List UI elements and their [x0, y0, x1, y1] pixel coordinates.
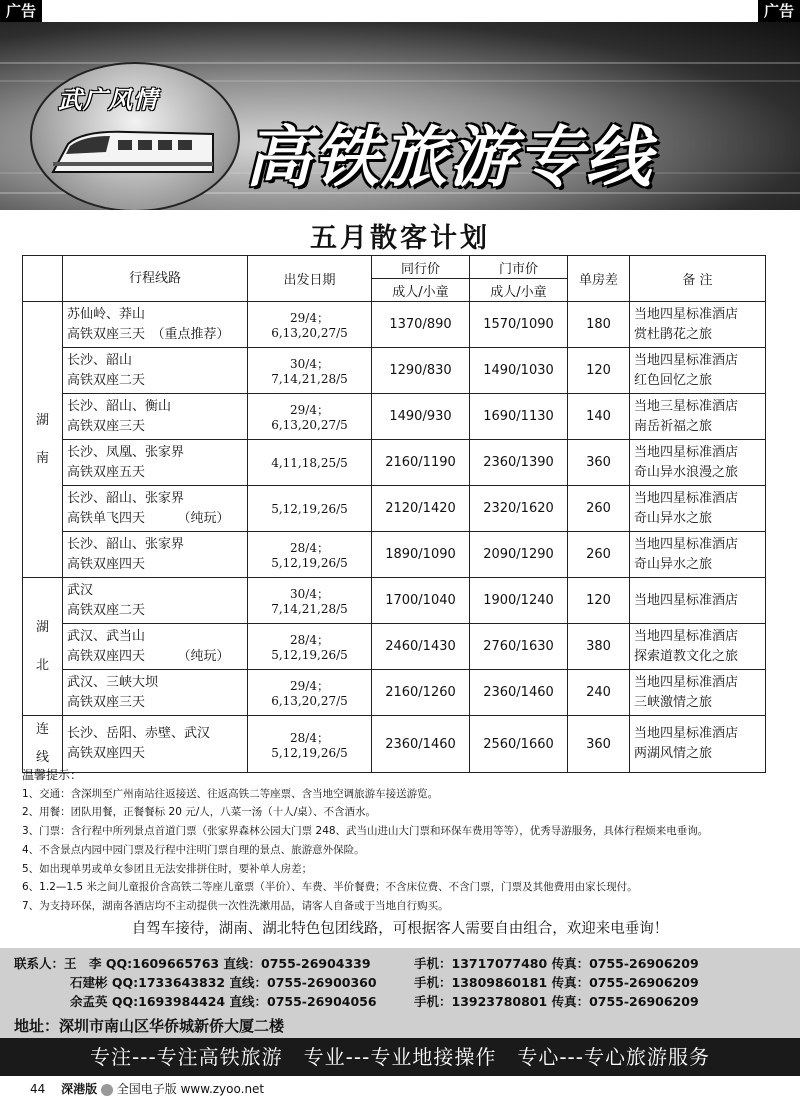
route-cell: 武汉、三峡大坝 高铁双座三天	[63, 670, 248, 716]
date-cell: 29/4；6,13,20,27/5	[248, 670, 372, 716]
date-cell: 29/4；6,13,20,27/5	[248, 302, 372, 348]
tip-item: 6、1.2—1.5 米之间儿童报价含高铁二等座儿童票（半价）、车费、半价餐费；不含床位费、不含门票，门票及其他费用由家长现付。	[22, 881, 638, 894]
date-cell: 28/4；5,12,19,26/5	[248, 532, 372, 578]
date-cell: 5,12,19,26/5	[248, 486, 372, 532]
region-cell: 湖 北	[23, 578, 63, 716]
date-cell: 30/4；7,14,21,28/5	[248, 348, 372, 394]
single-diff-cell: 360	[568, 440, 630, 486]
header-agent-price: 同行价	[372, 256, 470, 279]
note-cell: 当地四星标准酒店 奇山异水之旅	[630, 532, 766, 578]
header-door-sub: 成人/小童	[470, 279, 568, 302]
headline: 高铁旅游专线	[245, 119, 653, 196]
route-cell: 长沙、韶山、张家界 高铁双座四天	[63, 532, 248, 578]
logo-text: 武广风情	[58, 86, 158, 114]
table-row	[23, 716, 766, 773]
header-date: 出发日期	[248, 256, 372, 302]
route-cell: 长沙、韶山、张家界 高铁单飞四天 （纯玩）	[63, 486, 248, 532]
date-cell: 30/4；7,14,21,28/5	[248, 578, 372, 624]
agent-price-cell: 2160/1260	[372, 670, 470, 716]
ad-tag-left: 广告	[0, 0, 42, 22]
single-diff-cell: 120	[568, 348, 630, 394]
agent-price-cell: 2160/1190	[372, 440, 470, 486]
note-cell: 当地四星标准酒店 赏杜鹃花之旅	[630, 302, 766, 348]
table-row	[23, 394, 766, 440]
agent-price-cell: 1370/890	[372, 302, 470, 348]
single-diff-cell: 380	[568, 624, 630, 670]
footer	[30, 1080, 264, 1098]
door-price-cell: 1690/1130	[470, 394, 568, 440]
agent-price-cell: 1700/1040	[372, 578, 470, 624]
tips-title: 温馨提示：	[22, 768, 83, 782]
tip-item: 5、如出现单男或单女参团且无法安排拼住时，要补单人房差；	[22, 862, 313, 875]
tour-table	[22, 255, 766, 773]
agent-price-cell: 1490/930	[372, 394, 470, 440]
slogan-bar: 专注---专注高铁旅游 专业---专业地接操作 专心---专心旅游服务	[0, 1038, 800, 1076]
single-diff-cell: 140	[568, 394, 630, 440]
header-single-diff: 单房差	[568, 256, 630, 302]
route-cell: 武汉 高铁双座二天	[63, 578, 248, 624]
page-number: 44	[30, 1082, 46, 1096]
header-note: 备 注	[630, 256, 766, 302]
route-cell: 长沙、韶山、衡山 高铁双座三天	[63, 394, 248, 440]
table-row	[23, 624, 766, 670]
header-region	[23, 256, 63, 302]
door-price-cell: 2090/1290	[470, 532, 568, 578]
agent-price-cell: 2120/1420	[372, 486, 470, 532]
agent-price-cell: 1890/1090	[372, 532, 470, 578]
train-icon	[48, 122, 218, 182]
agent-price-cell: 2360/1460	[372, 716, 470, 773]
note-cell: 当地四星标准酒店 三峡激情之旅	[630, 670, 766, 716]
header-agent-sub: 成人/小童	[372, 279, 470, 302]
region-cell: 连 线	[23, 716, 63, 773]
header-route: 行程线路	[63, 256, 248, 302]
site-label: 全国电子版 www.zyoo.net	[116, 1082, 265, 1096]
note-cell: 当地三星标准酒店 南岳祈福之旅	[630, 394, 766, 440]
single-diff-cell: 260	[568, 486, 630, 532]
date-cell: 28/4；5,12,19,26/5	[248, 624, 372, 670]
note-cell: 当地四星标准酒店 两湖风情之旅	[630, 716, 766, 773]
single-diff-cell: 180	[568, 302, 630, 348]
tip-item: 1、交通：含深圳至广州南站往返接送、往返高铁二等座票、含当地空调旅游车接送游览。	[22, 787, 439, 800]
promo-line: 自驾车接待，湖南、湖北特色包团线路，可根据客人需要自由组合，欢迎来电垂询！	[131, 921, 669, 937]
contact-label: 联系人：	[14, 956, 65, 971]
note-cell: 当地四星标准酒店	[630, 578, 766, 624]
table-row	[23, 302, 766, 348]
table-row	[23, 578, 766, 624]
agent-price-cell: 2460/1430	[372, 624, 470, 670]
door-price-cell: 2320/1620	[470, 486, 568, 532]
tip-item: 2、用餐：团队用餐，正餐餐标 20 元/人，八菜一汤（十人/桌）、不含酒水。	[22, 806, 377, 819]
door-price-cell: 1570/1090	[470, 302, 568, 348]
door-price-cell: 2360/1460	[470, 670, 568, 716]
ad-tag-right: 广告	[758, 0, 800, 22]
plan-title: 五月散客计划	[310, 223, 490, 254]
contact-row: 石建彬 QQ:1733643832 直线：0755-26900360 手机：13809860181 传真：0755-26906209	[70, 975, 699, 990]
single-diff-cell: 260	[568, 532, 630, 578]
table-row	[23, 440, 766, 486]
door-price-cell: 2760/1630	[470, 624, 568, 670]
edition-logo-icon	[101, 1084, 113, 1096]
door-price-cell: 2360/1390	[470, 440, 568, 486]
header-door-price: 门市价	[470, 256, 568, 279]
tips-section	[22, 766, 782, 916]
contact-row: 余孟英 QQ:1693984424 直线：0755-26904056 手机：13923780801 传真：0755-26906209	[70, 994, 699, 1009]
date-cell: 29/4；6,13,20,27/5	[248, 394, 372, 440]
single-diff-cell: 360	[568, 716, 630, 773]
note-cell: 当地四星标准酒店 奇山异水浪漫之旅	[630, 440, 766, 486]
route-cell: 长沙、岳阳、赤壁、武汉 高铁双座四天	[63, 716, 248, 773]
single-diff-cell: 120	[568, 578, 630, 624]
agent-price-cell: 1290/830	[372, 348, 470, 394]
table-row	[23, 486, 766, 532]
banner	[0, 22, 800, 210]
edition-label: 深港版	[61, 1082, 98, 1096]
table-row	[23, 670, 766, 716]
note-cell: 当地四星标准酒店 奇山异水之旅	[630, 486, 766, 532]
date-cell: 4,11,18,25/5	[248, 440, 372, 486]
route-cell: 长沙、凤凰、张家界 高铁双座五天	[63, 440, 248, 486]
door-price-cell: 2560/1660	[470, 716, 568, 773]
tip-item: 7、为支持环保，湖南各酒店均不主动提供一次性洗漱用品，请客人自备或于当地自行购买。	[22, 899, 449, 912]
door-price-cell: 1490/1030	[470, 348, 568, 394]
contact-row: 联系人：王 李 QQ:1609665763 直线：0755-26904339 手机：13717077480 传真：0755-26906209	[14, 956, 699, 971]
table-row	[23, 348, 766, 394]
tip-item: 4、不含景点内园中园门票及行程中注明门票自理的景点、旅游意外保险。	[22, 843, 365, 856]
route-cell: 长沙、韶山 高铁双座二天	[63, 348, 248, 394]
note-cell: 当地四星标准酒店 探索道教文化之旅	[630, 624, 766, 670]
address: 地址：深圳市南山区华侨城新侨大厦二楼	[14, 1017, 285, 1035]
single-diff-cell: 240	[568, 670, 630, 716]
door-price-cell: 1900/1240	[470, 578, 568, 624]
route-cell: 苏仙岭、莽山 高铁双座三天 （重点推荐）	[63, 302, 248, 348]
route-cell: 武汉、武当山 高铁双座四天 （纯玩）	[63, 624, 248, 670]
note-cell: 当地四星标准酒店 红色回忆之旅	[630, 348, 766, 394]
contact-block	[0, 948, 800, 1038]
table-row	[23, 532, 766, 578]
region-cell: 湖 南	[23, 302, 63, 578]
tip-item: 3、门票：含行程中所列景点首道门票（张家界森林公园大门票 248、武当山进山大门票和环保车费用等等），优秀导游服务，具体行程烦来电垂询。	[22, 825, 709, 838]
date-cell: 28/4；5,12,19,26/5	[248, 716, 372, 773]
